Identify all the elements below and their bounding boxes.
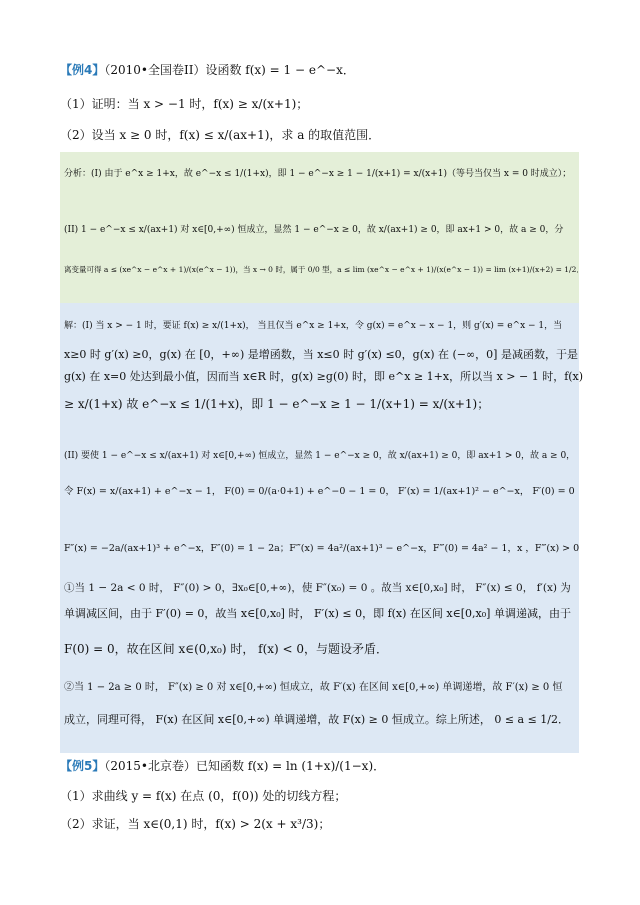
solution-part2-line-2: 令 F(x) = x/(ax+1) + e^−x − 1， F(0) = 0/(a·0+1) + e^−0 − 1 = 0， F′(x) = 1/(ax+1)² − e^−x， F′(0) = 0 xyxy=(64,486,575,497)
example-5-question-2: （2）求证，当 x∈(0,1) 时，f(x) > 2(x + x³/3)； xyxy=(60,817,331,831)
solution-case1-line-1: ①当 1 − 2a < 0 时， F″(0) > 0，∃x₀∈[0,+∞)，使 F″(x₀) = 0 。故当 x∈[0,x₀] 时， F″(x) ≤ 0， f′(x) 为 xyxy=(64,582,571,594)
example-5-stem: 已知函数 f(x) = ln (1+x)/(1−x)． xyxy=(195,759,386,773)
example-5-header xyxy=(60,758,385,774)
analysis-line-2: (II) 1 − e^−x ≤ x/(ax+1) 对 x∈[0,+∞) 恒成立，显然 1 − e^−x ≥ 0，故 x/(ax+1) ≥ 0，即 ax+1 > 0，故 a ≥ 0，分 xyxy=(64,225,564,235)
solution-part1-line-1: 解：(I) 当 x > − 1 时，要证 f(x) ≥ x/(1+x)， 当且仅当 e^x ≥ 1+x，令 g(x) = e^x − x − 1，则 g′(x) = e^x − 1，当 xyxy=(64,321,563,331)
example-4-tag: 【例4】 xyxy=(60,63,105,77)
analysis-line-1: 分析：(I) 由于 e^x ≥ 1+x，故 e^−x ≤ 1/(1+x)，即 1 − e^−x ≥ 1 − 1/(x+1) = x/(x+1)（等号当仅当 x = 0 时成立）； xyxy=(64,169,572,179)
example-4-question-1: （1）证明：当 x > −1 时，f(x) ≥ x/(x+1)； xyxy=(60,97,309,111)
solution-part1-line-4: ≥ x/(1+x) 故 e^−x ≤ 1/(1+x)，即 1 − e^−x ≥ 1 − 1/(x+1) = x/(x+1)； xyxy=(64,397,490,411)
solution-part1-line-2: x≥0 时 g′(x) ≥0，g(x) 在 [0，+∞) 是增函数，当 x≤0 时 g′(x) ≤0，g(x) 在 (−∞，0] 是减函数，于是 xyxy=(64,348,578,361)
solution-part1-line-3: g(x) 在 x=0 处达到最小值，因而当 x∈R 时，g(x) ≥g(0) 时，即 e^x ≥ 1+x，所以当 x > − 1 时，f(x) xyxy=(64,370,584,383)
analysis-line-3: 离变量可得 a ≤ (xe^x − e^x + 1)/(x(e^x − 1))，当 x → 0 时，属于 0/0 型，a ≤ lim (xe^x − e^x + 1)/(x(e^x − 1)) = lim (x+1)/(x+2) = 1/2． xyxy=(64,265,584,274)
example-4-source: （2010•全国卷II） xyxy=(104,63,206,77)
solution-part2-line-1: (II) 要使 1 − e^−x ≤ x/(ax+1) 对 x∈[0,+∞) 恒成立，显然 1 − e^−x ≥ 0，故 x/(ax+1) ≥ 0，即 ax+1 > 0，故 a ≥ 0， xyxy=(64,451,576,461)
solution-case1-line-2: 单调减区间，由于 F′(0) = 0，故当 x∈[0,x₀] 时， F′(x) ≤ 0，即 f(x) 在区间 x∈[0,x₀] 单调递减，由于 xyxy=(64,607,571,620)
solution-part2-line-3: F″(x) = −2a/(ax+1)³ + e^−x，F″(0) = 1 − 2a；F‴(x) = 4a²/(ax+1)³ − e^−x，F‴(0) = 4a² − 1，x ，F‴(x) > 0 xyxy=(64,543,580,554)
example-5-tag: 【例5】 xyxy=(60,759,105,773)
example-4-header xyxy=(60,62,355,78)
solution-case1-line-3: F(0) = 0，故在区间 x∈(0,x₀) 时， f(x) < 0，与题设矛盾． xyxy=(64,642,389,656)
solution-case2-line-2: 成立，同理可得， F(x) 在区间 x∈[0,+∞) 单调递增，故 F(x) ≥ 0 恒成立。综上所述， 0 ≤ a ≤ 1/2． xyxy=(64,713,570,726)
example-5-question-1: （1）求曲线 y = f(x) 在点 (0，f(0)) 处的切线方程； xyxy=(60,789,347,803)
example-4-question-2: （2）设当 x ≥ 0 时，f(x) ≤ x/(ax+1)，求 a 的取值范围． xyxy=(60,128,381,142)
example-4-stem: 设函数 f(x) = 1 − e^−x． xyxy=(205,63,355,77)
solution-case2-line-1: ②当 1 − 2a ≥ 0 时， F″(x) ≥ 0 对 x∈[0,+∞) 恒成立，故 F′(x) 在区间 x∈[0,+∞) 单调递增，故 F′(x) ≥ 0 恒 xyxy=(64,682,563,693)
example-5-source: （2015•北京卷） xyxy=(104,759,196,773)
